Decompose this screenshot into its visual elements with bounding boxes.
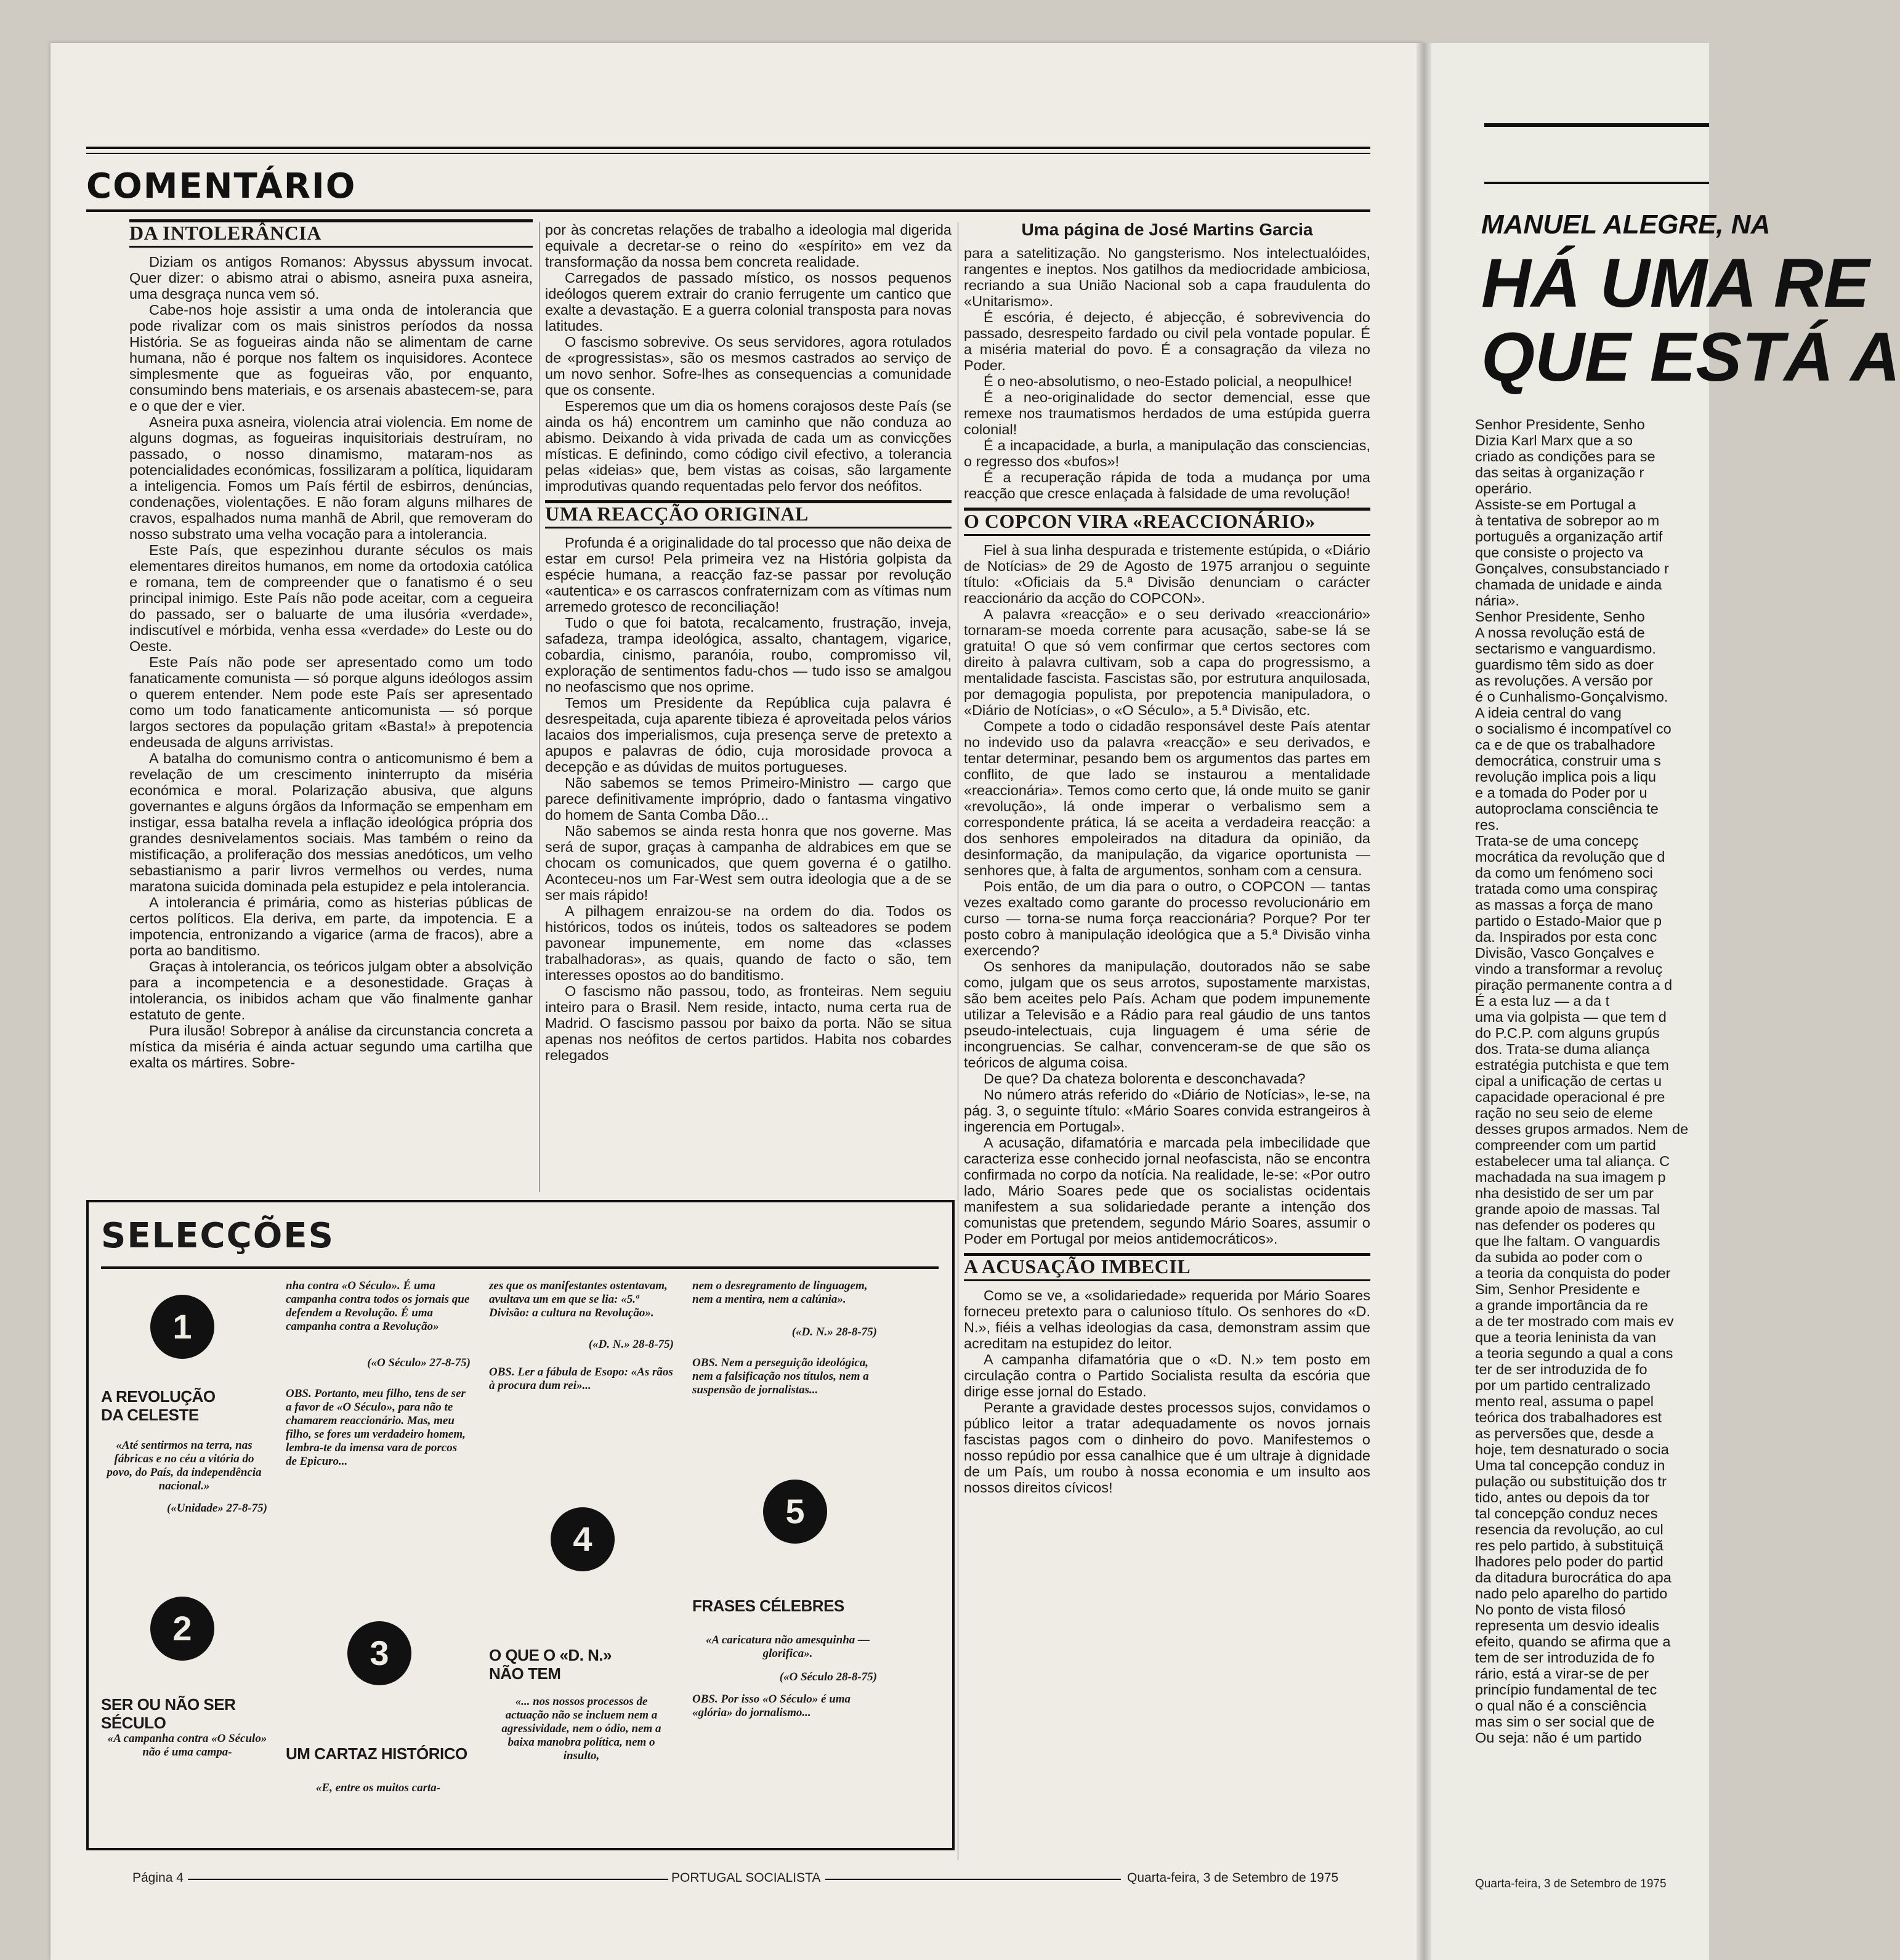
text-line: rário, está a virar-se de per	[1475, 1666, 1649, 1682]
facing-rule-top2	[1484, 182, 1709, 184]
article-paragraph: Fiel à sua linha despurada e tristemente estúpida, o «Diário de Notícias» de 29 de Agosto de 1975 arranjou o seguinte título: «Oficiais da 5.ª Divisão denunciam o carácter reaccionário da acção do COPCON».	[964, 542, 1370, 606]
section-masthead: COMENTÁRIO	[86, 166, 357, 206]
text-line: grande apoio de massas. Tal	[1475, 1201, 1660, 1217]
text-line: Ou seja: não é um partido	[1475, 1730, 1642, 1746]
facing-headline-line-2: QUE ESTÁ A	[1481, 318, 1900, 395]
item-number-5: 5	[763, 1480, 827, 1544]
text-line: cipal a unificação de certas u	[1475, 1073, 1662, 1089]
item-title-5: FRASES CÉLEBRES	[692, 1597, 844, 1615]
text-line: tido, antes ou depois da tor	[1475, 1489, 1650, 1505]
facing-headline-line-1: HÁ UMA RE	[1481, 245, 1870, 322]
article-paragraph: No número atrás referido do «Diário de Notícias», le-se, na pág. 3, o seguinte título: «Mário Soares convida estrangeiros à ingerencia em Portugal».	[964, 1087, 1370, 1135]
continuation-2: nha contra «O Século». É uma campanha contra todos os jornais que defendem a Revolução. É uma campanha contra a Revolução»	[286, 1279, 470, 1333]
facing-kicker: MANUEL ALEGRE, NA	[1481, 209, 1771, 240]
article-paragraph: Profunda é a originalidade do tal processo que não deixa de estar em curso! Pela primeira vez na História golpista da espécie humana, a reacção faz-se passar por revolução «autentica» e os carrascos confraternizam com as vítimas num arremedo grotesco de reconciliação!	[545, 535, 952, 615]
masthead-rule-bottom	[86, 209, 1370, 212]
facing-footer-date: Quarta-feira, 3 de Setembro de 1975	[1475, 1877, 1667, 1890]
item-obs-5: OBS. Por isso «O Século» é uma «glória» do jornalismo...	[692, 1693, 851, 1719]
text-line: No ponto de vista filosó	[1475, 1602, 1626, 1618]
footer-date: Quarta-feira, 3 de Setembro de 1975	[1127, 1871, 1339, 1885]
article-paragraph: A batalha do comunismo contra o anticomunismo é bem a revelação de um crescimento ininterrupto da miséria económica e moral. Polarização abusiva, que alguns governantes e alguns órgãos da Informação se empenham em instigar, essa batalha revela a inflação ideológica própria dos grandes desnivelamentos sociais. Mas também o reino da mistificação, a proliferação dos messias anedóticos, um velho sebastianismo a parir livros vermelhos ou verdes, numa maratona suicida dominada pela estupidez e pela intolerancia.	[129, 750, 533, 894]
text-line: Senhor Presidente, Senho	[1475, 609, 1645, 625]
article-paragraph: Diziam os antigos Romanos: Abyssus abyssum invocat. Quer dizer: o abismo atrai o abismo, asneira puxa asneira, uma desgraça nunca vem só.	[129, 254, 533, 302]
article-paragraph: Os senhores da manipulação, doutorados não se sabe como, julgam que os seus arrotos, supostamente marxistas, são bem aceites pelo País. Acham que podem impunemente utilizar a Televisão e a Rádio para real gáudio de uns tantos pseudo-intelectuais, cuja linguagem é uma série de incongruencias. Se calhar, convenceram-se de que são os teóricos de alguma coisa.	[964, 958, 1370, 1071]
text-line: a grande importância da re	[1475, 1297, 1648, 1313]
text-line: partido o Estado-Maior que p	[1475, 913, 1662, 929]
text-line: as massas a força de mano	[1475, 897, 1653, 913]
masthead-rule-top	[86, 147, 1370, 149]
article-paragraph: Esperemos que um dia os homens corajosos deste País (se ainda os há) encontrem um caminho que não conduza ao abismo. Deixando à vida privada de cada um as convicções místicas. E definindo, como código civil efectivo, a tolerancia pelas «ideias» que, bem vistas as coisas, são largamente improdutivas quando requentadas pelo fervor dos neófitos.	[545, 398, 952, 494]
item-number-2: 2	[150, 1597, 214, 1661]
text-line: chamada de unidade e ainda	[1475, 577, 1662, 593]
item-quote-3: «E, entre os muitos carta-	[315, 1781, 441, 1794]
text-line: piração permanente contra a d	[1475, 977, 1673, 993]
article-paragraph: A acusação, difamatória e marcada pela imbecilidade que caracteriza esse conhecido jornal neofascista, não se encontra confirmada no corpo da notícia. Na realidade, le-se: «Por outro lado, Mário Soares pede que os socialistas ocidentais manifestem a sua solidariedade perante a intenção dos comunistas que pretendem, segundo Mário Soares, assumir o Poder em Portugal por meios antidemocráticos».	[964, 1135, 1370, 1247]
footer-rule	[825, 1879, 1121, 1880]
article-paragraph: A intolerancia é primária, como as histerias públicas de certos políticos. Ela deriva, em parte, da impotencia. E a impotencia, entronizando a vigarice (arma de fracos), abre a porta ao banditismo.	[129, 894, 533, 958]
text-line: da subida ao poder com o	[1475, 1249, 1643, 1265]
text-line: É a esta luz — a da t	[1475, 993, 1610, 1009]
article-paragraph: O fascismo não passou, todo, as fronteiras. Nem seguiu inteiro para o Brasil. Nem reside, intacto, numa certa rua de Madrid. O fascismo passou por baixo da porta. Não se situa apenas nos neófitos de certos partidos. Habita nos cobardes relegados	[545, 983, 952, 1063]
text-line: as revoluções. A versão por	[1475, 673, 1653, 689]
text-line: dos. Trata-se duma aliança	[1475, 1041, 1650, 1057]
text-line: do P.C.P. com alguns grupús	[1475, 1025, 1660, 1041]
author-byline: Uma página de José Martins Garcia	[1021, 220, 1313, 239]
article-paragraph: Não sabemos se temos Primeiro-Ministro — cargo que parece definitivamente impróprio, dado o fantasma vingativo do homem de Santa Comba Dão...	[545, 775, 952, 823]
continuation-4-source: («D. N.» 28-8-75)	[791, 1326, 877, 1338]
seleccoes-title-rule	[101, 1266, 939, 1269]
item-quote-5: «A caricatura não amesquinha — glorifica».	[705, 1634, 870, 1660]
text-line: da ditadura burocrática do apa	[1475, 1569, 1672, 1585]
text-line: e a tomada do Poder por u	[1475, 785, 1647, 801]
article-paragraph: Pura ilusão! Sobrepor à análise da circunstancia concreta a mística da miséria é ainda actuar segundo uma cartilha que exalta os mártires. Sobre-	[129, 1023, 533, 1071]
article-paragraph: De que? Da chateza bolorenta e desconchavada?	[984, 1071, 1306, 1087]
text-line: é o Cunhalismo-Gonçalvismo.	[1475, 689, 1668, 705]
text-line: da como um fenómeno soci	[1475, 865, 1653, 881]
page-fold	[1417, 43, 1431, 1960]
article-paragraph: Não sabemos se ainda resta honra que nos governe. Mas será de supor, graças à campanha de aldrabices em que se chocam os comunicados, que quem governa é o gatilho. Aconteceu-nos um Far-West sem outra ideologia que a de se ser mais rápido!	[545, 823, 952, 903]
text-line: Dizia Karl Marx que a so	[1475, 432, 1633, 448]
text-line: ter de ser introduzida de fo	[1475, 1361, 1647, 1377]
text-line: por um partido centralizado	[1475, 1377, 1651, 1393]
article-paragraph: Este País, que espezinhou durante séculos os mais elementares direitos humanos, em nome da ortodoxia católica e romana, tem de compreender que o fanatismo é o seu principal inimigo. Este País não pode aceitar, com a cegueira do passado, ser o baluarte de uma ilusória «verdade», indiscutível e mórbida, venha essa «verdade» do Leste ou do Oeste.	[129, 542, 533, 654]
text-line: ca e de que os trabalhadore	[1475, 737, 1655, 753]
text-line: desses grupos armados. Nem de	[1475, 1121, 1689, 1137]
text-line: que lhe faltam. O vanguardis	[1475, 1233, 1660, 1249]
text-line: o qual não é a consciência	[1475, 1698, 1647, 1714]
text-line: Divisão, Vasco Gonçalves e	[1475, 945, 1654, 961]
text-line: hoje, tem desnaturado o socia	[1475, 1441, 1669, 1457]
text-line	[1475, 1746, 1734, 1762]
footer-rule	[188, 1879, 668, 1880]
article-paragraph: Carregados de passado místico, os nossos pequenos ideólogos querem extrair do cranio ferrugente um cantico que exalte a devastação. E a guerra colonial transposta para novas latitudes.	[545, 270, 952, 334]
text-line: mento real, assuma o papel	[1475, 1393, 1654, 1409]
text-line: sectarismo e vanguardismo.	[1475, 641, 1656, 657]
article-paragraph: Este País não pode ser apresentado como um todo fanaticamente comunista — só porque alguns ideólogos assim o querem entender. Nem pode este País ser apresentado como um todo fanaticamente anticomunista — só porque largos sectores da população gritam «Basta!» à prepotencia endeusada de alguns arrivistas.	[129, 654, 533, 750]
article-paragraph: É escória, é dejecto, é abjecção, é sobrevivencia do passado, desrespeito fardado ou civil pela vontade popular. É a miséria material do povo. É a consagração da vileza no Poder.	[964, 309, 1370, 373]
text-line: teórica dos trabalhadores est	[1475, 1409, 1662, 1425]
article-paragraph: Perante a gravidade destes processos sujos, convidamos o público leitor a tratar adequadamente os novos jornais fascistas pagos com o dinheiro do povo. Manifestemos o nosso repúdio por essa canalhice que é um ultraje à dignidade de um País, um roubo à nossa economia e um insulto aos nossos direitos cívicos!	[964, 1399, 1370, 1496]
text-line: A ideia central do vang	[1475, 705, 1622, 721]
text-line: mas sim o ser social que de	[1475, 1714, 1655, 1730]
text-line: Sim, Senhor Presidente e	[1475, 1281, 1640, 1297]
text-line: estratégia putchista e que tem	[1475, 1057, 1669, 1073]
text-line: que a teoria leninista da van	[1475, 1329, 1656, 1345]
facing-article-text	[1475, 416, 1734, 1762]
footer-paper-name: PORTUGAL SOCIALISTA	[671, 1871, 821, 1885]
text-line: autoproclama consciência te	[1475, 801, 1659, 817]
article-paragraph: A pilhagem enraizou-se na ordem do dia. Todos os históricos, todos os inúteis, todos os salteadores se podem pavonear impunemente, em nome das «classes trabalhadoras», as quais, quando de facto o são, tem interesses opostos ao do banditismo.	[545, 903, 952, 983]
text-line: tal concepção conduz neces	[1475, 1505, 1658, 1521]
text-line: operário.	[1475, 480, 1532, 496]
article-paragraph: É a recuperação rápida de toda a mudança por uma reacção que cresce enlaçada à falsidade de uma revolução!	[964, 469, 1370, 501]
text-line: nha desistido de ser um par	[1475, 1185, 1654, 1201]
text-line: lhadores pelo poder do partid	[1475, 1553, 1664, 1569]
section-heading-intolerancia: DA INTOLERÂNCIA	[129, 219, 533, 248]
text-line: Uma tal concepção conduz in	[1475, 1457, 1665, 1473]
article-paragraph: Pois então, de um dia para o outro, o COPCON — tantas vezes exaltado como garante do processo revolucionário em curso — torna-se numa força reaccionária? Porque? Por ter posto cobro à manipulação ideológica que a 5.ª Divisão vinha exercendo?	[964, 878, 1370, 958]
item-quote-1: «Até sentirmos na terra, nas fábricas e no céu a vitória do povo, do País, da independência nacional.»	[107, 1439, 262, 1492]
text-line: português a organização artif	[1475, 528, 1663, 545]
text-line: representa um desvio idealis	[1475, 1618, 1660, 1634]
article-paragraph: Compete a todo o cidadão responsável deste País atentar no indevido uso da palavra «reacção» e seu derivados, e tentar determinar, pesando bem os argumentos das partes em conflito, de que lado se instaurou a mentalidade «reaccionária». Temos como certo que, lá onde muito se ganir «revolução», lá onde imperar o verbalismo sem a correspondente prática, lá se aceita a verdadeira reacção: a dos senhores empoleirados na ditadura da opinião, da desinformação, da manipulação, da vigarice oportunista — senhores que, à falta de argumentos, sonham com a censura.	[964, 718, 1370, 878]
article-paragraph: É a incapacidade, a burla, a manipulação das consciencias, o regresso dos «bufos»!	[964, 437, 1370, 469]
text-line: a teoria da conquista do poder	[1475, 1265, 1671, 1281]
text-line: vindo a transformar a revoluç	[1475, 961, 1663, 977]
text-line: que consiste o projecto va	[1475, 545, 1644, 561]
article-paragraph: A palavra «reacção» e o seu derivado «reaccionário» tornaram-se moeda corrente para acusação, sabe-se lá se gratuita! O que só vem confirmar que certos sectores com direito à palavra cultivam, sob a capa do progressismo, a mentalidade fascista. Fascistas são, por estrutura anquilosada, por demagogia populista, por prepotencia manipuladora, o «Diário de Notícias», o «O Século», a 5.ª Divisão, etc.	[964, 606, 1370, 718]
seleccoes-box	[86, 1200, 955, 1850]
continuation-3: zes que os manifestantes ostentavam, avultava um em que se lia: «5.ª Divisão: a cultura na Revolução».	[489, 1279, 668, 1319]
item-title-3: UM CARTAZ HISTÓRICO	[286, 1744, 467, 1763]
item-quote-4: «... nos nossos processos de actuação não se incluem nem a agressividade, nem o ódio, nem a baixa manobra política, nem o insulto,	[501, 1695, 661, 1762]
text-line: as perversões que, desde a	[1475, 1425, 1654, 1441]
text-line: machadada na sua imagem p	[1475, 1169, 1666, 1185]
continuation-2-obs: OBS. Portanto, meu filho, tens de ser a favor de «O Século», para não te chamarem reaccionário. Mas, meu filho, se fores um verdadeiro homem, lembra-te da imensa vara de porcos de Epicuro...	[286, 1387, 466, 1468]
text-line: a teoria segundo a qual a cons	[1475, 1345, 1673, 1361]
continuation-3-source: («D. N.» 28-8-75)	[588, 1338, 674, 1351]
article-column-1	[129, 219, 533, 1180]
article-paragraph: Asneira puxa asneira, violencia atrai violencia. Em nome de alguns dogmas, as fogueiras inquisitoriais destruíram, no passado, o nosso dinamismo, mataram-nos as potencialidades económicas, fossilizaram a política, liquidaram a inteligencia. Fomos um País fértil de esbirros, denúncias, condenações, violentações. E não foram alguns milhares de cravos, espalhados numa manhã de Abril, que removeram do nosso substrato uma velha vocação para a intolerancia.	[129, 414, 533, 542]
text-line: à tentativa de sobrepor ao m	[1475, 512, 1660, 528]
text-line: guardismo têm sido as doer	[1475, 657, 1654, 673]
facing-rule-top	[1484, 123, 1709, 127]
text-line: mocrática da revolução que d	[1475, 849, 1665, 865]
item-source-1: («Unidade» 27-8-75)	[166, 1502, 267, 1515]
article-column-2	[545, 222, 952, 1183]
article-paragraph: Cabe-nos hoje assistir a uma onda de intolerancia que pode rivalizar com os mais sinistros períodos da nossa História. Se as fogueiras ainda não se alimentam de carne humana, não é porque nos faltem os inquisidores. Acontece simplesmente que as fogueiras vão, por enquanto, consumindo bens materiais, e os arsenais abastecem-se, para e o que der e vier.	[129, 302, 533, 414]
article-paragraph: para a satelitização. No gangsterismo. Nos intelectualóides, rangentes e ineptos. Nos gatilhos da mediocridade ambiciosa, recriando a sua União Nacional sob a capa fraudulenta do «Unitarismo».	[964, 245, 1370, 309]
text-line: estabelecer uma tal aliança. C	[1475, 1153, 1670, 1169]
continuation-2-source: («O Século» 27-8-75)	[367, 1356, 471, 1369]
text-line: efeito, quando se afirma que a	[1475, 1634, 1671, 1650]
text-line: revolução implica pois a liqu	[1475, 769, 1656, 785]
text-line: nas defender os poderes qu	[1475, 1217, 1655, 1233]
text-line: resencia da revolução, ao cul	[1475, 1521, 1664, 1537]
article-column-3	[964, 222, 1370, 1869]
text-line: nado pelo aparelho do partido	[1475, 1585, 1668, 1602]
text-line: compreender com um partid	[1475, 1137, 1656, 1153]
article-paragraph: por às concretas relações de trabalho a ideologia mal digerida equivale a decretar-se o reino do «espírito» em vez da transformação da nossa bem concreta realidade.	[545, 222, 952, 270]
text-line: pulação ou substituição dos tr	[1475, 1473, 1667, 1489]
section-heading-reaccao: UMA REACÇÃO ORIGINAL	[545, 500, 952, 528]
section-heading-copcon: O COPCON VIRA «REACCIONÁRIO»	[964, 508, 1370, 536]
text-line: Trata-se de uma concepç	[1475, 833, 1639, 849]
masthead-rule-top2	[86, 153, 1370, 154]
text-line: res.	[1475, 817, 1500, 833]
text-line: ração no seu seio de eleme	[1475, 1105, 1653, 1121]
text-line: tratada como uma conspiraç	[1475, 881, 1658, 897]
article-paragraph: Tudo o que foi batota, recalcamento, frustração, inveja, safadeza, trampa ideológica, assalto, chantagem, vigarice, cobardia, cinismo, paranóia, roubo, compromisso vil, exploração de sentimentos fadu-chos — tudo isso se amalgou no neofascismo que nos oprime.	[545, 615, 952, 695]
text-line: res pelo partido, à substituiçã	[1475, 1537, 1664, 1553]
text-line: Gonçalves, consubstanciado r	[1475, 561, 1669, 577]
text-line: uma via golpista — que tem d	[1475, 1009, 1667, 1025]
item-quote-2: «A campanha contra «O Século» não é uma campa-	[107, 1732, 267, 1759]
item-title-2: SER OU NÃO SER SÉCULO	[101, 1695, 236, 1732]
text-line: capacidade operacional é pre	[1475, 1089, 1665, 1105]
footer-page-number: Página 4	[132, 1871, 184, 1885]
text-line: criado as condições para se	[1475, 448, 1655, 464]
item-number-3: 3	[347, 1621, 411, 1685]
item-title-1: A REVOLUÇÃO DA CELESTE	[101, 1387, 216, 1424]
continuation-4: nem o desregramento de linguagem, nem a mentira, nem a calúnia».	[692, 1279, 868, 1306]
text-line: da. Inspirados por esta conc	[1475, 929, 1657, 945]
item-number-1: 1	[150, 1295, 214, 1359]
article-paragraph: É o neo-absolutismo, o neo-Estado policial, a neopulhice!	[984, 373, 1352, 389]
continuation-3-obs: OBS. Ler a fábula de Esopo: «As rãos à procura dum rei»...	[489, 1366, 673, 1392]
article-paragraph: O fascismo sobrevive. Os seus servidores, agora rotulados de «progressistas», são os mesmos castrados ao serviço de um novo senhor. Sofre-lhes as consequencias a comunidade que os consente.	[545, 334, 952, 398]
article-paragraph: Temos um Presidente da República cuja palavra é desrespeitada, cuja aparente tibieza é aproveitada pelos vários lacaios dos imperialismos, cuja presença serve de pretexto a apupos e palavras de ódio, cuja morosidade provoca a decepção e as dúvidas de muitos portugueses.	[545, 695, 952, 775]
item-number-4: 4	[551, 1507, 615, 1571]
text-line: A nossa revolução está de	[1475, 625, 1645, 641]
text-line: a de ter mostrado com mais ev	[1475, 1313, 1674, 1329]
item-title-4: O QUE O «D. N.» NÃO TEM	[489, 1646, 612, 1683]
text-line: democrática, construir uma s	[1475, 753, 1661, 769]
continuation-4-obs: OBS. Nem a perseguição ideológica, nem a falsificação nos títulos, nem a suspensão de jornalistas...	[692, 1356, 869, 1396]
article-paragraph: Graças à intolerancia, os teóricos julgam obter a absolvição para a incompetencia e a desonestidade. Graças à intolerancia, os inibidos acham que vão finalmente ganhar estatuto de gente.	[129, 958, 533, 1023]
text-line: Senhor Presidente, Senho	[1475, 416, 1645, 432]
article-paragraph: É a neo-originalidade do sector demencial, esse que remexe nos traumatismos herdados de uma estúpida guerra colonial!	[964, 389, 1370, 437]
text-line: tem de ser introduzida de fo	[1475, 1650, 1655, 1666]
seleccoes-title: SELECÇÕES	[101, 1216, 334, 1256]
text-line: princípio fundamental de tec	[1475, 1682, 1657, 1698]
article-paragraph: Como se ve, a «solidariedade» requerida por Mário Soares forneceu pretexto para o calunioso título. Os senhores do «D. N.», fiéis a velhas ideologias da casa, demonstram assim que acreditam na estupidez do leitor.	[964, 1287, 1370, 1351]
text-line: nária».	[1475, 593, 1519, 609]
text-line: das seitas à organização r	[1475, 464, 1644, 480]
text-line: Assiste-se em Portugal a	[1475, 496, 1636, 512]
column-divider	[539, 222, 540, 1192]
section-heading-acusacao: A ACUSAÇÃO IMBECIL	[964, 1253, 1370, 1281]
text-line: o socialismo é incompatível co	[1475, 721, 1672, 737]
item-source-5: («O Século 28-8-75)	[779, 1670, 877, 1683]
article-paragraph: A campanha difamatória que o «D. N.» tem posto em circulação contra o Partido Socialista resulta da escória que dirige esse jornal do Estado.	[964, 1351, 1370, 1399]
